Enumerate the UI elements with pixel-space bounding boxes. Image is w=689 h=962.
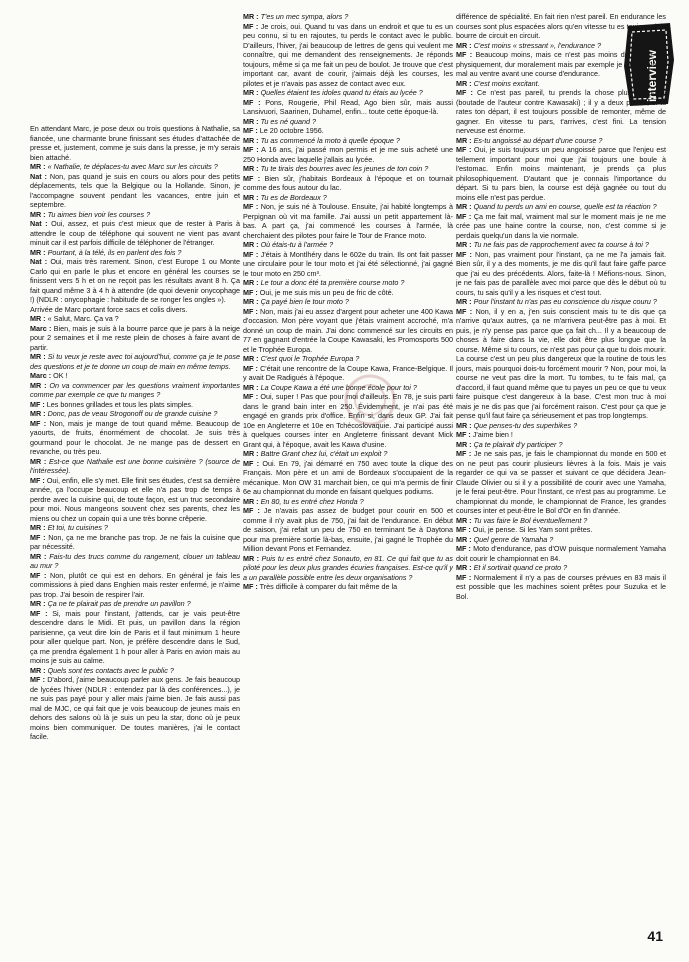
paragraph-text: Oui, je suis toujours un peu angoissé parce que l'enjeu est tellement important pour moi que j'ai toujours une boule à l'estomac. Enfin moins maintenant, je prends ça plus philosophiquement. D'autant que je connais l'importance du départ. Si tu pars bien, la course est déjà gagnée ou tout du moins elle n'est pas perdue.: [456, 145, 666, 202]
speaker-label: MF :: [243, 126, 258, 135]
speaker-label: MR :: [456, 40, 472, 50]
paragraph-text: Si, mais pour l'instant, j'attends, car je vais peut-être descendre dans le Midi. Et puis, un pavillon dans la région parisienne, ça veut dire loin de Paris et il faut minimum 1 heure pour aller quelque part. Non, je préfère descendre dans le Sud, ça me prendra également 1 h pour aller à Paris en avion mais au moins je suis au calme.: [30, 608, 240, 665]
speaker-label: MF :: [30, 570, 47, 580]
speaker-label: MR :: [456, 202, 472, 211]
paragraph-text: Tu es de Bordeaux ?: [260, 192, 327, 202]
paragraph-text: Pons, Rougerie, Phil Read, Ago bien sûr, mais aussi Lansivuori, Saarinen, Duhamel, enfin... toute cette époque-là.: [243, 97, 453, 116]
answer-paragraph: [456, 212, 666, 241]
paragraph-text: Les bonnes grillades et tous les plats simples.: [46, 399, 194, 409]
question-paragraph: [30, 352, 240, 371]
question-paragraph: [456, 136, 666, 146]
watermark-stamp: [342, 372, 398, 428]
speaker-label: MF :: [30, 675, 45, 684]
speaker-label: MR :: [243, 496, 259, 506]
paragraph-text: Oui, mais très rarement. Sinon, c'est Europe 1 ou Monte Carlo qui en parle le plus et encore en général les courses se finissent vers 5 h et on ne reçoit pas les résultats avant 8 h. Ça fait quand même 3 à 4 h à attendre (de quoi devenir onycophage !) (NDLR : onycophagie : habitude de se ronger les ongles »).: [30, 257, 240, 304]
answer-paragraph: [456, 525, 666, 535]
paragraph-text: Tu te tirais des bourres avec les jeunes de ton coin ?: [260, 164, 429, 173]
question-paragraph: [243, 297, 453, 307]
paragraph-text: Tu aimes bien voir les courses ?: [47, 209, 151, 219]
paragraph-text: Non, ça ne me branche pas trop. Je ne fais la cuisine que par nécessité.: [30, 532, 240, 551]
answer-paragraph: [30, 533, 240, 552]
speaker-label: MR :: [456, 534, 472, 544]
speaker-label: MR :: [456, 78, 472, 88]
paragraph-text: Oui, je pense. Si les Yam sont prêtes.: [472, 525, 593, 534]
question-paragraph: [30, 409, 240, 419]
paragraph-text: Ce n'est pas pareil, tu prends la chose plus « Kool » (boutade de l'auteur contre Kawasaki) ; il y a deux pilotes, si tu rates ton départ, il est toujours possible de remonter, même de gagner. En vitesse tu pars, t'arrives, c'est fini. La tension nerveuse est énorme.: [456, 88, 666, 135]
speaker-label: Marc :: [30, 371, 52, 380]
paragraph-text: Non, pas quand je suis en cours ou alors pour des petits déplacements, tels que la Belgique ou la Hollande. Sinon, je l'accompagne souvent pendant les vacances, entre juin et septembre.: [30, 171, 240, 209]
speaker-label: MR :: [30, 352, 46, 361]
answer-paragraph: [456, 430, 666, 440]
question-paragraph: [30, 381, 240, 400]
speaker-label: MF :: [456, 525, 471, 534]
answer-paragraph: [456, 145, 666, 202]
column-3: [456, 12, 666, 944]
answer-paragraph: [243, 145, 453, 164]
paragraph-text: C'est moins « stressant », l'endurance ?: [473, 40, 601, 50]
paragraph-text: Que penses-tu des superbikes ?: [473, 420, 578, 430]
question-paragraph: [30, 162, 240, 172]
question-paragraph: [30, 599, 240, 609]
answer-paragraph: [456, 50, 666, 79]
paragraph-text: Quelles étaient tes idoles quand tu étais au lycée ?: [260, 88, 423, 97]
paragraph-text: différence de spécialité. En fait rien n'est pareil. En endurance les courses sont plus espacées alors qu'en vitesse tu es toujours à la bourre de circuit en circuit.: [456, 12, 666, 40]
speaker-label: MF :: [456, 145, 472, 154]
paragraph-text: Oui, enfin, elle s'y met. Elle finit ses études, c'est sa dernière année, ça l'occupe beaucoup et elle n'a pas trop de temps à perdre avec la cuisine qui, de toute façon, est un truc secondaire pour moi. Nous mangeons souvent chez ses parents, chez les miens ou chez un copain qui a une très bonne crêperie.: [30, 475, 240, 523]
answer-paragraph: [243, 174, 453, 193]
speaker-label: MF :: [243, 202, 259, 211]
answer-paragraph: [30, 419, 240, 457]
speaker-label: MF :: [456, 449, 472, 458]
answer-paragraph: [243, 202, 453, 240]
question-paragraph: [456, 440, 666, 450]
speaker-label: MR :: [243, 192, 259, 202]
answer-paragraph: [243, 250, 453, 279]
paragraph-text: Quand tu perds un ami en course, quelle est ta réaction ?: [473, 202, 657, 211]
speaker-label: MR :: [30, 409, 46, 418]
narrative-paragraph: [456, 12, 666, 41]
paragraph-text: T'es un mec sympa, alors ?: [260, 12, 349, 21]
speaker-label: MF :: [456, 572, 472, 582]
paragraph-text: J'aime bien !: [472, 430, 513, 439]
paragraph-text: Ça me fait mal, vraiment mal sur le moment mais je ne me crée pas une haine contre la course, non, c'est comme si je perdais quelqu'un dans la vie normale.: [456, 211, 666, 240]
paragraph-text: En 80, tu es entré chez Honda ?: [260, 496, 364, 506]
answer-paragraph: [30, 219, 240, 248]
question-paragraph: [456, 202, 666, 212]
question-paragraph: [456, 79, 666, 89]
speaker-label: MF :: [243, 306, 258, 316]
speaker-label: MF :: [243, 363, 258, 373]
speaker-label: MF :: [243, 249, 259, 259]
speaker-label: MR :: [30, 551, 47, 561]
paragraph-text: « Salut, Marc. Ça va ?: [47, 314, 119, 323]
answer-paragraph: [456, 573, 666, 602]
speaker-label: MR :: [243, 278, 259, 287]
question-paragraph: [243, 240, 453, 250]
speaker-label: MF :: [456, 430, 471, 439]
paragraph-text: Non, il y en a, j'en suis conscient mais tu te dis que ça n'arrive qu'aux autres, ça ne m'arrivera peut-être pas à moi. Et puis, je n'y pense pas parce que ça fait ch... Il y a beaucoup de choses à faire dans la vie, elle doit être plus longue que la course. Même si tu cours, ce n'est pas pour ça que tu dois mourir. La course c'est un peu plus dangereux que la routine de tous les jours, mais pourquoi dois-tu forcément mourir ? Non, pour moi, la course ne veut pas dire la mort. Tu tombes, tu te fais mal, ça d'accord, il faut quand même que tu payes un peu ce que tu veux faire puisque c'est dangereux à la base. C'est mon truc à moi mais je ne dis pas que j'ai forcément raison. C'est pour ça que je pense qu'il faut faire ça sérieusement et pas trop longtemps.: [456, 306, 666, 420]
answer-paragraph: [30, 400, 240, 410]
paragraph-text: Tu ne fais pas de rapprochement avec ta course à toi ?: [473, 240, 649, 249]
speaker-label: MR :: [456, 135, 472, 145]
narrative-paragraph: [30, 124, 240, 162]
paragraph-text: C'était une rencontre de la Coupe Kawa, France-Belgique. Il y avait De Radigués à l'époque.: [243, 363, 453, 382]
speaker-label: MF :: [30, 608, 48, 618]
speaker-label: MR :: [30, 209, 46, 219]
speaker-label: MR :: [30, 380, 47, 390]
question-paragraph: [30, 457, 240, 476]
paragraph-text: Et il sortirait quand ce proto ?: [473, 563, 568, 572]
paragraph-text: Tu es né quand ?: [260, 116, 316, 126]
answer-paragraph: [30, 675, 240, 742]
question-paragraph: [30, 248, 240, 258]
speaker-label: MF :: [30, 532, 46, 542]
speaker-label: MR :: [456, 240, 472, 249]
question-paragraph: [456, 563, 666, 573]
question-paragraph: [456, 421, 666, 431]
speaker-label: MR :: [243, 12, 259, 21]
paragraph-text: Le tour a donc été ta première course moto ?: [260, 278, 405, 287]
speaker-label: MR :: [456, 515, 472, 525]
paragraph-text: Oui, je me suis mis un peu de fric de côté.: [259, 287, 394, 297]
speaker-label: MR :: [30, 523, 46, 532]
paragraph-text: Beaucoup moins, mais ce n'est pas moins dur. C'est dur physiquement, dur moralement mais par exemple je j'ai jamais eu mal au ventre avant une course d'endurance.: [456, 50, 666, 78]
paragraph-text: Fais-tu des trucs comme du rangement, clouer un tableau au mur ?: [30, 551, 240, 570]
paragraph-text: Non, mais j'ai eu assez d'argent pour acheter une 400 Kawa d'occasion. Mon père voyant que j'étais vraiment accroché, m'a donné un coup de main. J'ai donc commencé sur les circuits en 77 en gagnant d'entrée la Coupe Kawasaki, les Promosports 500 et le Trophée Europa.: [243, 306, 453, 354]
paragraph-text: On va commencer par les questions vraiment importantes comme par exemple ce que tu manges ?: [30, 380, 240, 399]
speaker-label: MR :: [456, 297, 472, 306]
column-2: [243, 12, 453, 922]
speaker-label: MF :: [243, 173, 261, 183]
speaker-label: MR :: [243, 88, 259, 97]
answer-paragraph: [30, 476, 240, 524]
speaker-label: MR :: [243, 354, 259, 363]
speaker-label: MF :: [30, 399, 45, 409]
answer-paragraph: [30, 257, 240, 305]
paragraph-text: OK !: [53, 371, 68, 380]
speaker-label: MR :: [243, 382, 259, 392]
paragraph-text: Je n'avais pas assez de budget pour courir en 500 et comme il n'y avait plus de 750, j'ai fait de l'endurance. En début de saison, j'ai refait un peu de 750 en terminant 5e à Daytona pour ma première sortie là-bas, ensuite, j'ai gagné le Trophée du Million devant Pons et Fernandez.: [243, 506, 453, 553]
paragraph-text: C'est quoi le Trophée Europa ?: [260, 354, 360, 363]
paragraph-text: A 16 ans, j'ai passé mon permis et je me suis acheté une 250 Honda avec laquelle j'allais au lycée.: [243, 145, 453, 164]
speaker-label: MF :: [456, 88, 473, 97]
speaker-label: MF :: [243, 392, 259, 401]
question-paragraph: [456, 516, 666, 526]
speaker-label: MR :: [243, 449, 259, 458]
speaker-label: MF :: [30, 418, 47, 428]
paragraph-text: Je ne sais pas, je fais le championnat du monde en 500 et on ne peut pas courir plusieurs lièvres à la fois. Mais je vais regarder ce qui va se passer et suivant ce que décidera Jean-Claude Olivier ou si il y a possibilité de courir avec une Yamaha, je le ferai peut-être. Pour l'instant, ce n'est pas au programme. Le championnat du monde, le championnat de France, les grandes courses inter et peut-être le Bol d'Or en fin d'année.: [456, 449, 666, 515]
question-paragraph: [243, 193, 453, 203]
paragraph-text: La Coupe Kawa a été une bonne école pour toi ?: [260, 382, 417, 392]
paragraph-text: Donc, pas de veau Strogonoff ou de grande cuisine ?: [47, 409, 218, 418]
narrative-paragraph: [30, 305, 240, 315]
speaker-label: MR :: [456, 439, 472, 449]
paragraph-text: « Nathalie, te déplaces-tu avec Marc sur les circuits ?: [47, 162, 218, 171]
answer-paragraph: [30, 571, 240, 600]
answer-paragraph: [243, 582, 453, 592]
answer-paragraph: [30, 371, 240, 381]
paragraph-text: Tu as commencé la moto à quelle époque ?: [260, 135, 400, 145]
paragraph-text: Puis tu es entré chez Sonauto, en 81. Ce qui fait que tu as piloté pour les deux plus grandes écuries françaises. Est-ce qu'il y a un parallèle possible entre les deux organisations ?: [243, 553, 453, 582]
paragraph-text: Est-ce que Nathalie est une bonne cuisinière ? (source de l'intéressée).: [30, 456, 240, 475]
answer-paragraph: [243, 307, 453, 355]
answer-paragraph: [243, 506, 453, 554]
speaker-label: MR :: [30, 247, 46, 257]
paragraph-text: J'étais à Montlhéry dans le 602e du train. Ils ont fait passer une circulaire pour le tour moto et j'ai été sélectionné, j'ai gagné le tour moto en 250 cm³.: [243, 249, 453, 278]
question-paragraph: [243, 88, 453, 98]
question-paragraph: [30, 552, 240, 571]
page-number: 41: [647, 928, 663, 944]
answer-paragraph: [243, 22, 453, 89]
speaker-label: MR :: [243, 553, 260, 563]
speaker-label: MR :: [243, 240, 259, 249]
answer-paragraph: [243, 98, 453, 117]
paragraph-text: Normalement il n'y a pas de courses prévues en 83 mais il est possible que les machines soient prêtes pour Suzuka et le Bol.: [456, 572, 666, 601]
paragraph-text: Ça payé bien le tour moto ?: [260, 297, 349, 306]
speaker-label: MF :: [243, 145, 259, 154]
question-paragraph: [243, 497, 453, 507]
question-paragraph: [243, 136, 453, 146]
paragraph-text: C'est moins excitant.: [473, 78, 540, 88]
answer-paragraph: [456, 250, 666, 298]
answer-paragraph: [30, 324, 240, 353]
question-paragraph: [456, 41, 666, 51]
paragraph-text: Bien sûr, j'habitais Bordeaux à l'époque et on tournait comme des fous autour du lac.: [243, 173, 453, 192]
answer-paragraph: [243, 288, 453, 298]
speaker-label: MR :: [30, 665, 46, 675]
paragraph-text: Où étais-tu à l'armée ?: [260, 240, 334, 249]
paragraph-text: Quel genre de Yamaha ?: [473, 534, 554, 544]
speaker-label: MR :: [30, 456, 47, 466]
speaker-label: MF :: [243, 97, 261, 107]
paragraph-text: Oui. En 79, j'ai démarré en 750 avec toute la clique des Français. Mon père et un ami de Bordeaux s'occupaient de la mécanique. Mon OW 31 marchait bien, ce qui m'a permis de finir 6e au championnat du monde en faisant quelques podiums.: [243, 458, 453, 496]
paragraph-text: Ça te plairait d'y participer ?: [473, 439, 563, 449]
question-paragraph: [243, 554, 453, 583]
question-paragraph: [30, 210, 240, 220]
paragraph-text: Non, mais je mange de tout quand même. Beaucoup de yaourts, de fruits, énormément de chocolat. Je suis très gourmand pour le chocolat. Je ne mange pas de dessert en revanche, ou très peu.: [30, 418, 240, 456]
paragraph-text: Et toi, tu cuisines ?: [47, 523, 108, 532]
paragraph-text: D'abord, j'aime beaucoup parler aux gens. Je fais beaucoup de lycées l'hiver (NDLR : entendez par là des conférences...), je ne suis pas payé pour y aller mais j'aime bien. Je fais aussi pas mal de MJC, ce qui fait que je vois beaucoup de jeunes mais en dehors des salons où là je suis un peu la star, donc où je peux moins bien communiquer. De toutes manières, j'ai le contact facile.: [30, 675, 240, 741]
paragraph-text: Arrivée de Marc portant force sacs et colis divers.: [30, 304, 188, 314]
paragraph-text: En attendant Marc, je pose deux ou trois questions à Nathalie, sa fiancée, une charmante brune finissant ses études d'attachée de presse et, justement, comme je suis dans la presse, je m'y serais bien attaché.: [30, 124, 240, 162]
question-paragraph: [30, 523, 240, 533]
answer-paragraph: [30, 314, 240, 324]
paragraph-text: Bien, mais je suis à la bourre parce que je pars à la neige pour 2 semaines et il me reste plein de choses à faire avant de partir.: [30, 323, 240, 352]
stamp-label: interview: [645, 49, 659, 102]
speaker-label: Nat :: [30, 219, 48, 228]
speaker-label: Nat :: [30, 171, 47, 181]
speaker-label: MF :: [243, 21, 259, 31]
paragraph-text: Es-tu angoissé au départ d'une course ?: [473, 135, 603, 145]
speaker-label: MR :: [456, 563, 472, 572]
speaker-label: Nat :: [30, 257, 48, 266]
speaker-label: MF :: [243, 506, 260, 515]
speaker-label: MF :: [456, 249, 472, 259]
paragraph-text: Tu vas faire le Bol éventuellement ?: [473, 515, 588, 525]
answer-paragraph: [243, 126, 453, 136]
paragraph-text: Battre Grant chez lui, c'était un exploit ?: [260, 449, 388, 458]
speaker-label: MR :: [456, 420, 472, 430]
question-paragraph: [456, 297, 666, 307]
paragraph-text: Oui, super ! Pas que pour moi d'ailleurs. En 78, je suis parti dans le grand bain inter en 250. Évidemment, je n'ai pas été engagé en grands prix d'office. Enfin si, dans deux GP. J'ai fait 10e en Angleterre et 10e en Tchécoslovaquie. J'ai participé aussi à quelques courses inter en Angleterre finissant devant Mick Grant qui, à l'époque, avait les Kawa d'usine.: [243, 392, 453, 449]
question-paragraph: [243, 164, 453, 174]
speaker-label: MR :: [243, 116, 259, 126]
paragraph-text: Non, je suis né à Toulouse. Ensuite, j'ai habité longtemps à Perpignan où vit ma famille. J'ai aussi un petit appartement là-bas. A part ça, j'ai commencé les courses à l'armée, là cherchaient des pilotes pour faire le Tour de France moto.: [243, 202, 453, 240]
question-paragraph: [243, 354, 453, 364]
paragraph-text: Oui, assez, et puis c'est mieux que de rester à Paris à attendre le coup de téléphone qui souvent ne vient pas avant minuit car il est parfois difficile de téléphoner de l'étranger.: [30, 219, 240, 247]
paragraph-text: Quels sont tes contacts avec le public ?: [47, 665, 174, 675]
question-paragraph: [243, 12, 453, 22]
question-paragraph: [243, 117, 453, 127]
column-1: [30, 124, 240, 930]
speaker-label: MF :: [243, 287, 258, 297]
paragraph-text: Pour l'instant tu n'as pas eu conscience du risque couru ?: [473, 297, 657, 306]
speaker-label: Marc :: [30, 323, 52, 333]
speaker-label: MR :: [243, 164, 259, 173]
answer-paragraph: [456, 88, 666, 136]
paragraph-text: Non, plutôt ce qui est en dehors. En général je fais les commissions à pied dans Enghien mais rester enfermé, je n'aime pas trop. J'ai besoin de respirer l'air.: [30, 570, 240, 599]
speaker-label: MF :: [30, 475, 45, 485]
paragraph-text: Ça ne te plairait pas de prendre un pavillon ?: [47, 599, 191, 608]
speaker-label: MR :: [243, 135, 259, 145]
paragraph-text: Moto d'endurance, pas d'OW puisque normalement Yamaha doit courir le championnat en 84.: [456, 544, 666, 563]
answer-paragraph: [456, 307, 666, 421]
speaker-label: MR :: [243, 297, 259, 306]
question-paragraph: [456, 535, 666, 545]
speaker-label: MR :: [30, 314, 46, 323]
answer-paragraph: [30, 609, 240, 666]
paragraph-text: Pourtant, à la télé, ils en parlent des fois ?: [47, 247, 182, 257]
answer-paragraph: [456, 544, 666, 563]
question-paragraph: [243, 278, 453, 288]
speaker-label: MF :: [243, 458, 260, 468]
speaker-label: MR :: [30, 599, 46, 608]
paragraph-text: Je crois, oui. Quand tu vas dans un endroit et que tu es un peu connu, si tu en rajoutes, tu perds le contact avec le public. D'ailleurs, l'hiver, j'ai beaucoup de lettres de gens qui veulent me connaître, qui me demandent des renseignements. Je réponds toujours, même si ça me fait un peu de boulot. Je trouve que c'est important car, avant de courir, j'aimais déjà les courses, les pilotes et je n'avais pas assez de contact avec eux.: [243, 21, 453, 88]
answer-paragraph: [30, 172, 240, 210]
speaker-label: MR :: [30, 162, 46, 171]
question-paragraph: [456, 240, 666, 250]
speaker-label: MF :: [243, 582, 258, 591]
question-paragraph: [243, 449, 453, 459]
speaker-label: MF :: [456, 544, 471, 553]
answer-paragraph: [243, 459, 453, 497]
paragraph-text: Si tu veux je reste avec toi aujourd'hui, comme ça je te pose des questions et je te donne un coup de main en même temps.: [30, 352, 240, 371]
answer-paragraph: [456, 449, 666, 516]
paragraph-text: Très difficile à comparer du fait même de la: [259, 582, 398, 591]
speaker-label: MF :: [456, 211, 472, 221]
speaker-label: MF :: [456, 50, 473, 59]
paragraph-text: Non, pas vraiment pour l'instant, ça ne me l'a jamais fait. Bien sûr, il y a des moments, je me dis qu'il faut faire gaffe parce que j'ai eu des précédents. Alors, faite-là ! Méfions-nous. Sinon, je ne fais pas de parallèle avec moi parce que dès le début où tu cours, tu sais qu'il y a les risques et c'est tout.: [456, 249, 666, 297]
paragraph-text: Le 20 octobre 1956.: [259, 126, 324, 135]
speaker-label: MF :: [456, 306, 473, 316]
question-paragraph: [30, 666, 240, 676]
